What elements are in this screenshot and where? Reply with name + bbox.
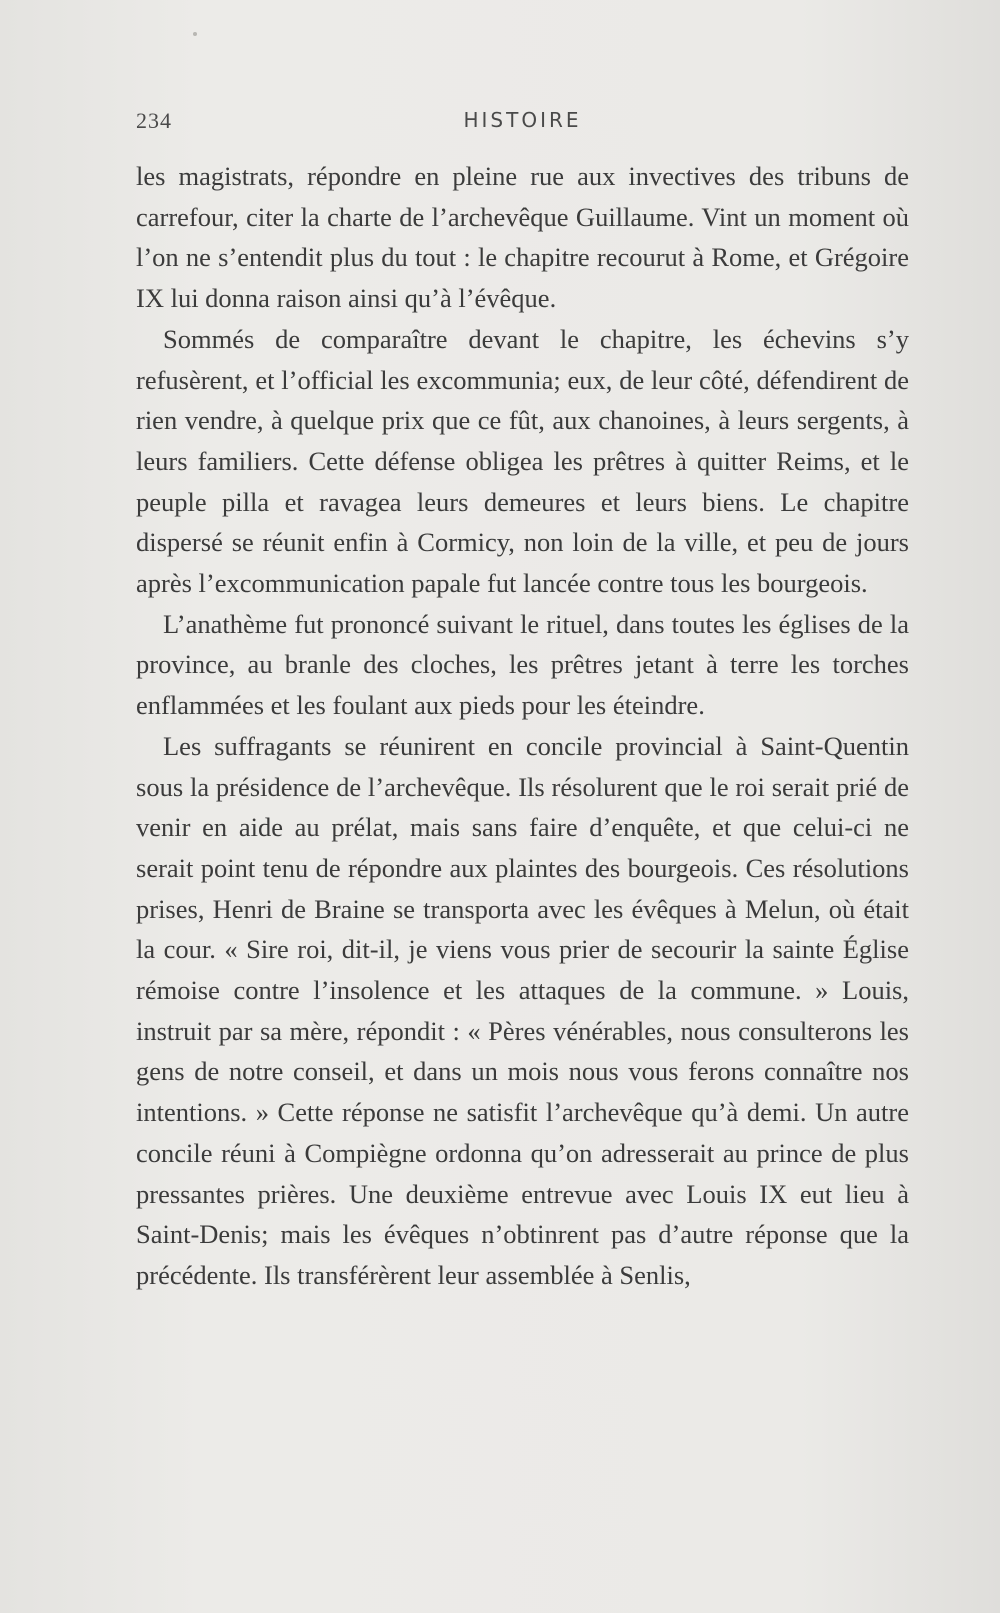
paragraph: Sommés de comparaître devant le chapitre, les échevins s’y refusèrent, et l’official les excommunia; eux, de leur côté, défendirent de rien vendre, à quelque prix que ce fût, aux chanoines, à leurs sergents, à leurs familiers. Cette défense obligea les prêtres à quitter Reims, et le peuple pilla et ravagea leurs demeures et leurs biens. Le chapitre dispersé se réunit enfin à Cormicy, non loin de la ville, et peu de jours après l’excommunication papale fut lancée contre tous les bourgeois. (136, 323, 909, 599)
paragraph: les magistrats, répondre en pleine rue aux invectives des tribuns de carrefour, citer la charte de l’archevêque Guillaume. Vint un moment où l’on ne s’entendit plus du tout : le chapitre recourut à Rome, et Grégoire IX lui donna raison ainsi qu’à l’évêque. (136, 161, 909, 314)
paper-speck (193, 32, 197, 36)
paragraph: Les suffragants se réunirent en concile provincial à Saint-Quentin sous la présidence de l’archevêque. Ils résolurent que le roi serait prié de venir en aide au prélat, mais sans faire d’enquête, et que celui-ci ne serait point tenu de répondre aux plaintes des bourgeois. Ces résolutions prises, Henri de Braine se transporta avec les évêques à Melun, où était la cour. « Sire roi, dit-il, je viens vous prier de secourir la sainte Église rémoise contre l’insolence et les attaques de la commune. » Louis, instruit par sa mère, répondit : « Pères vénérables, nous consulterons les gens de notre conseil, et dans un mois nous vous ferons connaître nos intentions. » Cette réponse ne satisfit l’archevêque qu’à demi. Un autre concile réuni à Compiègne ordonna qu’on adresserait au prince de plus pressantes prières. Une deuxième entrevue avec Louis IX eut lieu à Saint-Denis; mais les évêques n’obtinrent pas d’autre réponse que la précédente. Ils transférèrent leur assemblée à Senlis, (136, 730, 909, 1290)
body-text (136, 156, 909, 1296)
running-head (136, 104, 909, 136)
page-number: 234 (136, 108, 172, 133)
paragraph: L’anathème fut prononcé suivant le rituel, dans toutes les églises de la province, au branle des cloches, les prêtres jetant à terre les torches enflammées et les foulant aux pieds pour les éteindre. (136, 608, 909, 721)
running-title: HISTOIRE (463, 108, 582, 132)
